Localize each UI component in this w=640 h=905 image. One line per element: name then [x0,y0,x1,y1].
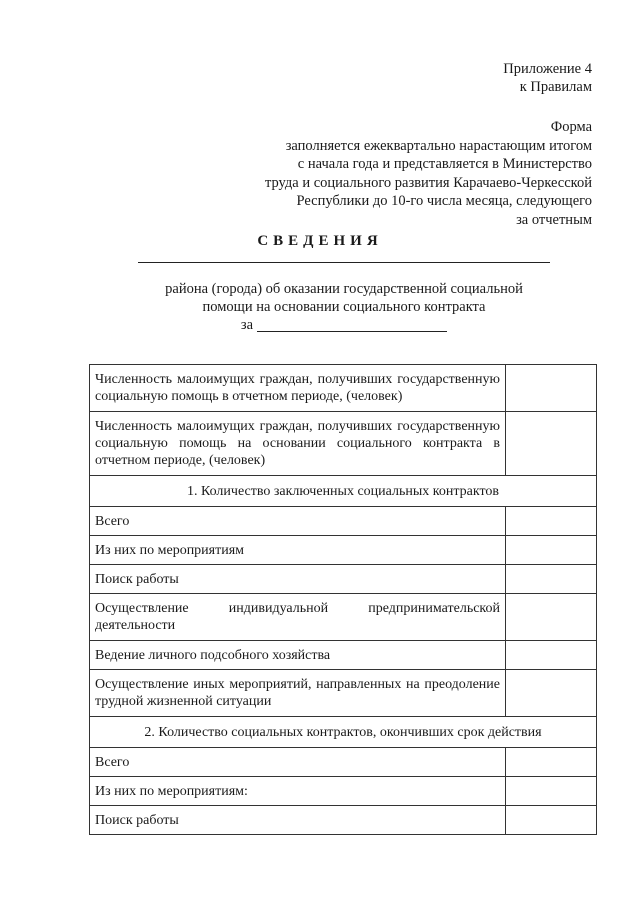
section-heading: 2. Количество социальных контрактов, окончивших срок действия [90,717,597,748]
row-label: Ведение личного подсобного хозяйства [90,641,506,670]
table-row [90,365,597,412]
report-table [89,364,597,835]
row-label: Поиск работы [90,806,506,835]
table-row [90,565,597,594]
section-heading-row [90,717,597,748]
section-heading-row [90,476,597,507]
subtitle-line: района (города) об оказании государственной социальной [165,281,523,297]
table-row [90,594,597,641]
form-note-line: Республики до 10-го числа месяца, следующего [296,193,592,209]
value-cell [506,748,597,777]
table-row [90,777,597,806]
value-cell [506,412,597,476]
row-label: Осуществление индивидуальной предпринимательской деятельности [90,594,506,641]
table-row [90,748,597,777]
row-label: Всего [90,748,506,777]
value-cell [506,365,597,412]
form-note-line: заполняется ежеквартально нарастающим итогом [285,137,592,154]
period-label: за [240,317,254,333]
value-cell [506,641,597,670]
table-row [90,507,597,536]
appendix-number: Приложение 4 [503,61,592,77]
appendix-rules: к Правилам [519,79,592,95]
district-name-field [138,262,550,280]
document-title: СВЕДЕНИЯ [257,233,383,249]
form-note-line: с начала года и представляется в Министерство [297,156,592,172]
value-cell [506,565,597,594]
value-cell [506,507,597,536]
form-note-line: труда и социального развития Карачаево-Черкесской [264,174,592,191]
value-cell [506,777,597,806]
form-note-line: за отчетным [516,211,592,228]
value-cell [506,536,597,565]
row-label: Численность малоимущих граждан, получивших государственную социальную помощь на основании социального контракта в отчетном периоде, (человек) [90,412,506,476]
table-row [90,641,597,670]
table-row [90,536,597,565]
reporting-period [138,316,550,334]
row-label: Осуществление иных мероприятий, направленных на преодоление трудной жизненной ситуации [90,670,506,717]
period-field [257,331,447,332]
form-label: Форма [550,119,592,135]
value-cell [506,594,597,641]
row-label: Из них по мероприятиям: [90,777,506,806]
table-row [90,412,597,476]
row-label: Численность малоимущих граждан, получивших государственную социальную помощь в отчетном периоде, (человек) [90,365,506,412]
document-subtitle [138,262,550,334]
value-cell [506,670,597,717]
appendix-reference [503,60,592,96]
table-row [90,670,597,717]
section-heading: 1. Количество заключенных социальных контрактов [90,476,597,507]
value-cell [506,806,597,835]
form-note [265,118,592,229]
row-label: Всего [90,507,506,536]
row-label: Из них по мероприятиям [90,536,506,565]
row-label: Поиск работы [90,565,506,594]
subtitle-line: помощи на основании социального контракта [202,299,486,315]
table-row [90,806,597,835]
